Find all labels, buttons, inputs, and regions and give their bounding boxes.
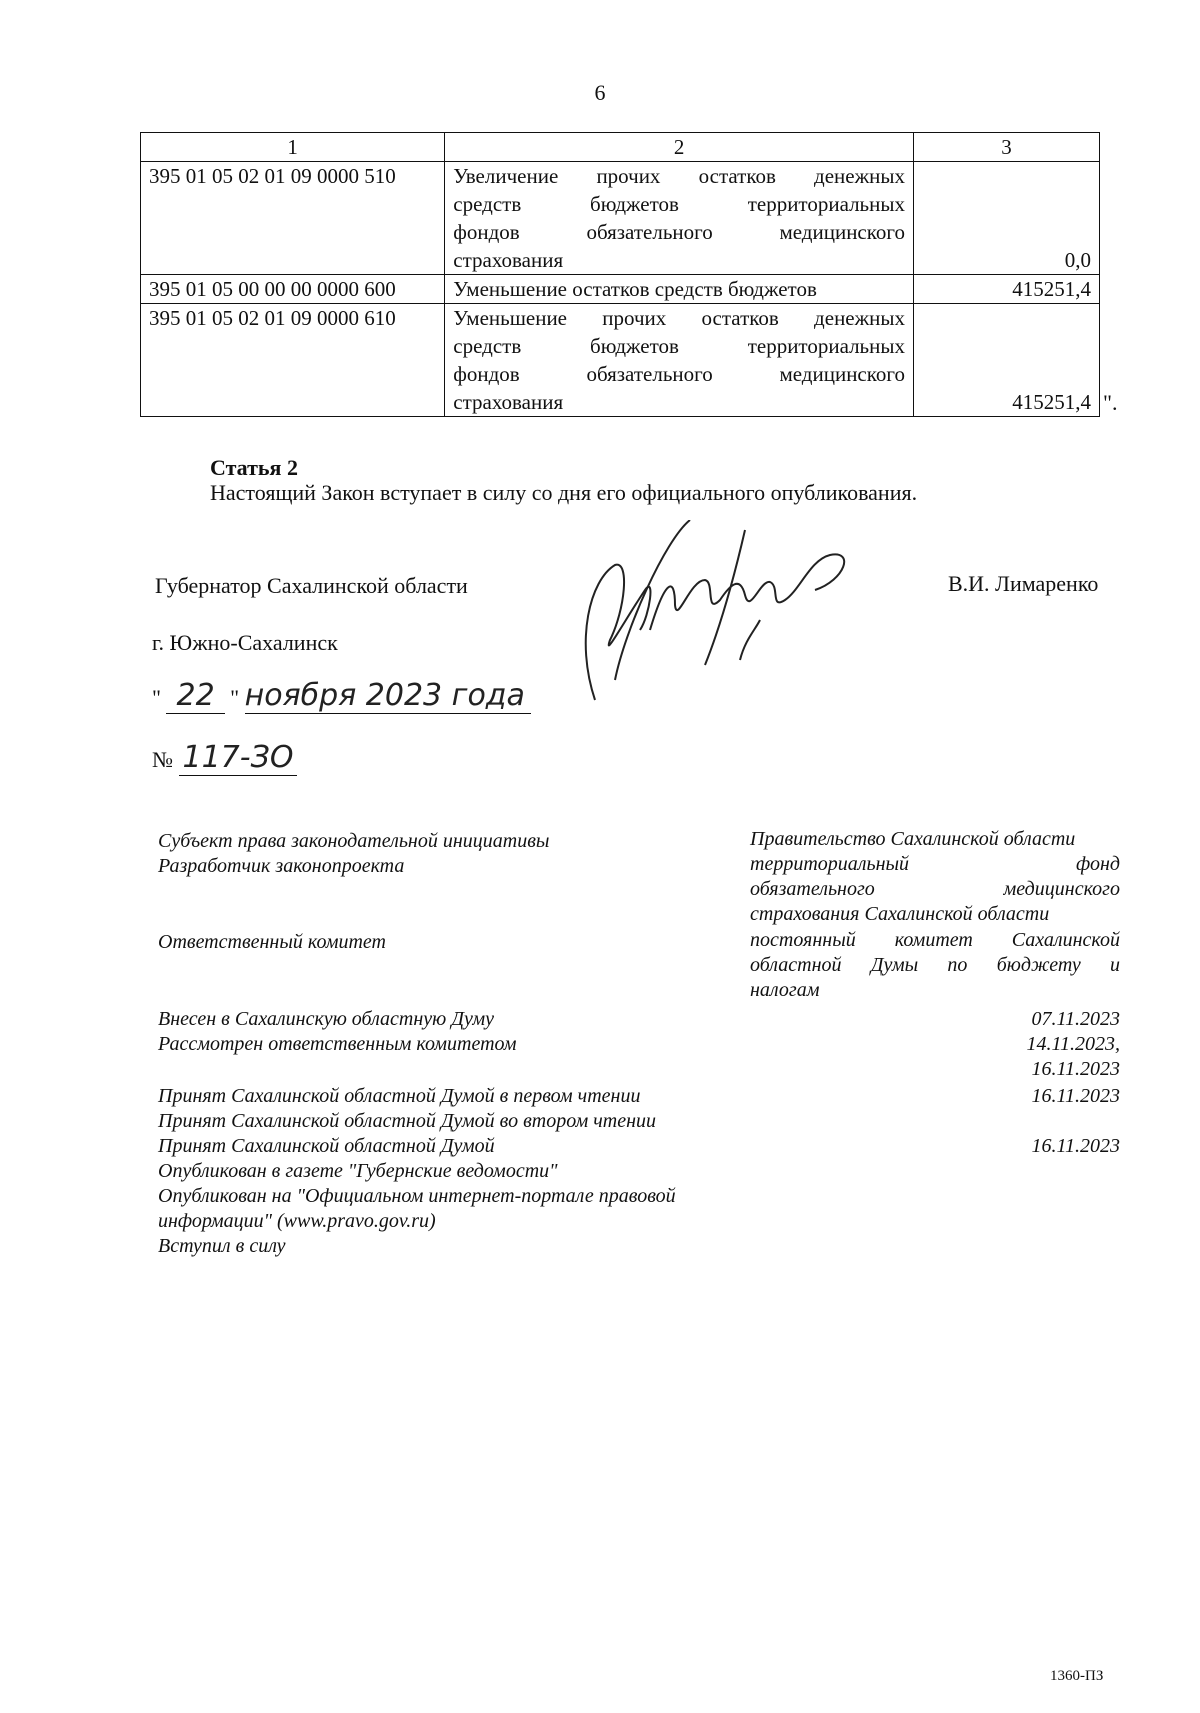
row-description <box>445 275 914 304</box>
metadata-label: Вступил в силу <box>158 1235 286 1257</box>
metadata-label: Опубликован в газете "Губернские ведомости" <box>158 1160 558 1182</box>
table-header-cell: 2 <box>445 133 914 162</box>
row-amount: 415251,4 <box>913 304 1099 417</box>
number-label: № <box>152 747 173 772</box>
committee-value-line: областной Думы по бюджету и <box>750 954 1120 976</box>
signer-position: Губернатор Сахалинской области <box>155 573 468 598</box>
developer-value-line: страхования Сахалинской области <box>750 903 1050 925</box>
closing-quote-mark: ". <box>1103 390 1118 415</box>
article-title: Статья 2 <box>210 455 298 480</box>
subject-value-block <box>750 827 1120 927</box>
description-line: Увеличение прочих остатков денежных <box>453 164 905 188</box>
row-code: 395 01 05 02 01 09 0000 610 <box>141 304 445 417</box>
signing-date <box>152 678 531 713</box>
page-number: 6 <box>594 80 606 105</box>
date-day: 22 <box>166 678 224 714</box>
description-line: средств бюджетов территориальных <box>453 192 905 216</box>
metadata-label: Принят Сахалинской областной Думой <box>158 1135 495 1157</box>
row-amount: 0,0 <box>913 162 1099 275</box>
signing-city: г. Южно-Сахалинск <box>152 630 338 655</box>
description-line: Уменьшение остатков средств бюджетов <box>453 277 817 301</box>
metadata-value: 07.11.2023 <box>1031 1008 1120 1030</box>
row-amount: 415251,4 <box>913 275 1099 304</box>
date-month-year: ноября 2023 года <box>245 678 531 714</box>
date-open-quote: " <box>152 685 161 710</box>
subject-label: Субъект права законодательной инициативы <box>158 830 550 852</box>
metadata-label <box>158 1057 728 1082</box>
document-code: 1360-ПЗ <box>1050 1668 1104 1684</box>
number-value: 117-ЗО <box>179 740 298 776</box>
signer-name: В.И. Лимаренко <box>948 571 1099 596</box>
metadata-value: 16.11.2023 <box>1031 1058 1120 1080</box>
row-description <box>445 162 914 275</box>
metadata-label: Рассмотрен ответственным комитетом <box>158 1033 517 1055</box>
table-row <box>141 162 1100 275</box>
table-row <box>141 275 1100 304</box>
date-close-quote: " <box>230 685 240 710</box>
metadata-value: 16.11.2023 <box>1031 1085 1120 1107</box>
developer-value-line: обязательного медицинского <box>750 878 1120 900</box>
metadata-label: Опубликован на "Официальном интернет-портале правовой <box>158 1185 676 1207</box>
metadata-label-list <box>158 1007 728 1259</box>
description-line: страхования <box>453 248 564 272</box>
metadata-label: Принят Сахалинской областной Думой во втором чтении <box>158 1110 657 1132</box>
description-line: средств бюджетов территориальных <box>453 334 905 358</box>
description-line: фондов обязательного медицинского <box>453 220 905 244</box>
metadata-value: 16.11.2023 <box>1031 1135 1120 1157</box>
description-line: страхования <box>453 390 564 414</box>
committee-value-line: постоянный комитет Сахалинской <box>750 929 1120 951</box>
metadata-value <box>920 1109 1120 1134</box>
handwritten-signature <box>555 520 885 720</box>
developer-value-line: территориальный фонд <box>750 853 1120 875</box>
article-text: Настоящий Закон вступает в силу со дня его официального опубликования. <box>210 480 918 505</box>
table-header-cell: 3 <box>913 133 1099 162</box>
table-header-cell: 1 <box>141 133 445 162</box>
table-header-row <box>141 133 1100 162</box>
budget-table <box>140 132 1100 417</box>
description-line: фондов обязательного медицинского <box>453 362 905 386</box>
metadata-value: 14.11.2023, <box>1026 1033 1120 1055</box>
law-number <box>152 740 297 775</box>
metadata-value-list <box>920 1007 1120 1159</box>
committee-value-block <box>750 928 1120 1003</box>
committee-value-line: налогам <box>750 979 820 1001</box>
subject-value: Правительство Сахалинской области <box>750 828 1076 850</box>
developer-label: Разработчик законопроекта <box>158 855 405 877</box>
row-code: 395 01 05 00 00 00 0000 600 <box>141 275 445 304</box>
description-line: Уменьшение прочих остатков денежных <box>453 306 905 330</box>
row-description <box>445 304 914 417</box>
metadata-label: Принят Сахалинской областной Думой в первом чтении <box>158 1085 641 1107</box>
committee-label: Ответственный комитет <box>158 931 386 953</box>
row-code: 395 01 05 02 01 09 0000 510 <box>141 162 445 275</box>
table-row <box>141 304 1100 417</box>
metadata-label: информации" (www.pravo.gov.ru) <box>158 1210 436 1232</box>
metadata-label: Внесен в Сахалинскую областную Думу <box>158 1008 495 1030</box>
